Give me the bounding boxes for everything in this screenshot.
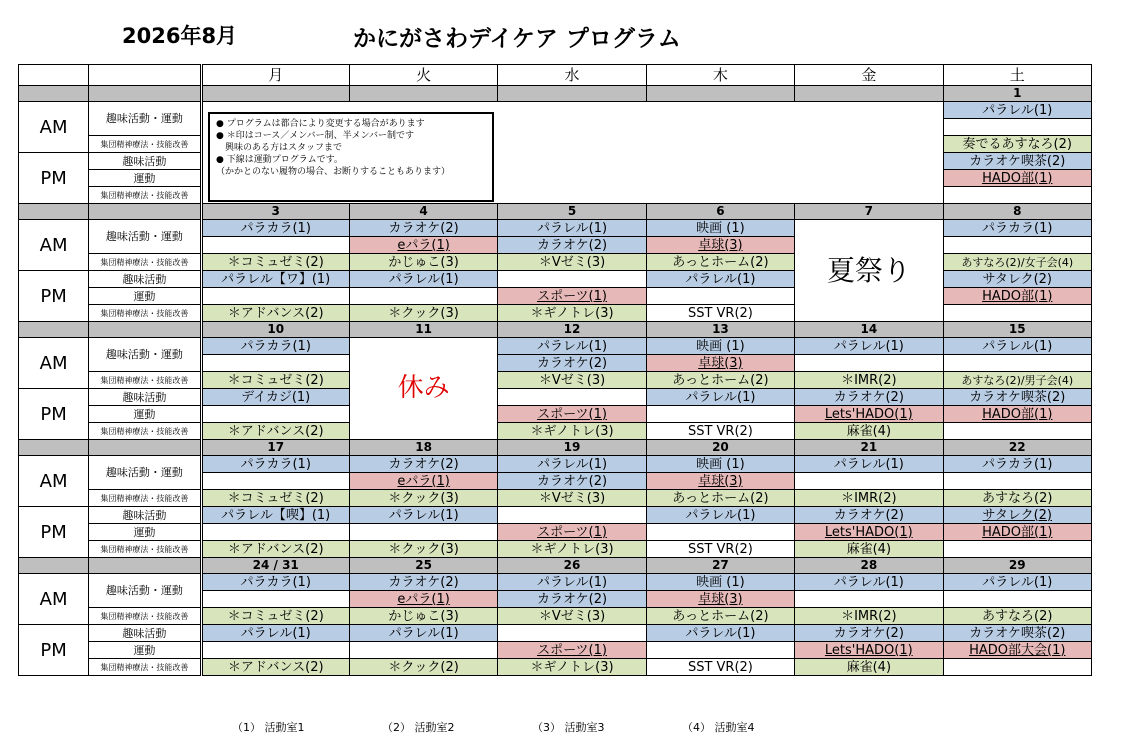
- program-cell: ＊ギノトレ(3): [498, 423, 646, 440]
- program-row: [19, 642, 1092, 659]
- date-cell: 12: [498, 322, 646, 338]
- date-cell: 6: [646, 204, 794, 220]
- activity-label: 趣味活動: [89, 625, 201, 642]
- program-cell: ＊コミュゼミ(2): [201, 490, 349, 507]
- program-cell: [498, 389, 646, 406]
- program-cell: ＊クック(3): [349, 541, 497, 558]
- program-cell: カラオケ喫茶(2): [943, 389, 1091, 406]
- program-cell: パラレル【ワ】(1): [201, 271, 349, 288]
- note-line: （かかとのない履物の場合、お断りすることもあります）: [216, 167, 451, 177]
- activity-label: 趣味活動: [89, 153, 201, 170]
- date-row-spacer: [89, 558, 201, 574]
- program-cell: ＊IMR(2): [795, 608, 943, 625]
- program-cell: [349, 288, 497, 305]
- legend-room-2: （2） 活動室2: [382, 721, 455, 734]
- program-cell: パラレル(1): [498, 456, 646, 473]
- program-cell: サタレク(2): [943, 271, 1091, 288]
- month-label: 2026年8月: [122, 24, 238, 48]
- notes-box: [208, 112, 494, 202]
- holiday-label: 休み: [349, 338, 497, 440]
- program-cell: カラオケ喫茶(2): [943, 625, 1091, 642]
- program-cell: [943, 187, 1091, 204]
- program-cell: カラオケ(2): [498, 355, 646, 372]
- legend-room-4: （4） 活動室4: [682, 721, 755, 734]
- program-cell: [349, 524, 497, 541]
- program-cell: サタレク(2): [943, 507, 1091, 524]
- program-cell: 映画 (1): [646, 574, 794, 591]
- date-cell: 17: [201, 440, 349, 456]
- program-cell: パラレル(1): [498, 220, 646, 237]
- program-cell: パラレル(1): [201, 625, 349, 642]
- program-cell: 奏でるあすなろ(2): [943, 136, 1091, 153]
- program-cell: パラレル(1): [943, 102, 1091, 119]
- program-cell: あっとホーム(2): [646, 490, 794, 507]
- date-cell: 4: [349, 204, 497, 220]
- date-row: [19, 322, 1092, 338]
- program-cell: カラオケ(2): [795, 389, 943, 406]
- program-cell: カラオケ(2): [795, 625, 943, 642]
- program-cell: [201, 406, 349, 423]
- activity-label: 集団精神療法・技能改善: [89, 305, 201, 322]
- program-row: [19, 507, 1092, 524]
- activity-label: 集団精神療法・技能改善: [89, 187, 201, 204]
- program-cell: Lets'HADO(1): [795, 524, 943, 541]
- date-cell: 19: [498, 440, 646, 456]
- program-cell: SST VR(2): [646, 423, 794, 440]
- program-cell: HADO部大会(1): [943, 642, 1091, 659]
- activity-label: 趣味活動・運動: [89, 220, 201, 254]
- program-cell: あっとホーム(2): [646, 254, 794, 271]
- date-row: [19, 204, 1092, 220]
- weekday-header: 土: [943, 65, 1091, 86]
- weekday-header-row: [19, 65, 1092, 86]
- program-cell: [201, 288, 349, 305]
- activity-label: 趣味活動・運動: [89, 338, 201, 372]
- weekday-header: 月: [201, 65, 349, 86]
- date-cell: 13: [646, 322, 794, 338]
- program-cell: ＊Vゼミ(3): [498, 608, 646, 625]
- program-row: [19, 608, 1092, 625]
- program-cell: スポーツ(1): [498, 642, 646, 659]
- program-row: [19, 102, 1092, 119]
- program-cell: パラレル(1): [795, 456, 943, 473]
- activity-label: 集団精神療法・技能改善: [89, 254, 201, 271]
- program-cell: ＊コミュゼミ(2): [201, 608, 349, 625]
- program-cell: 映画 (1): [646, 338, 794, 355]
- program-cell: eパラ(1): [349, 473, 497, 490]
- program-cell: [795, 473, 943, 490]
- program-cell: パラカラ(1): [943, 456, 1091, 473]
- program-cell: [201, 355, 349, 372]
- activity-label: 趣味活動・運動: [89, 574, 201, 608]
- date-cell: 28: [795, 558, 943, 574]
- legend-room-3: （3） 活動室3: [532, 721, 605, 734]
- date-row-spacer: [19, 322, 89, 338]
- program-cell: パラレル(1): [795, 574, 943, 591]
- date-cell: 1: [943, 86, 1091, 102]
- program-cell: ＊Vゼミ(3): [498, 490, 646, 507]
- program-cell: [498, 625, 646, 642]
- program-cell: デイカジ(1): [201, 389, 349, 406]
- program-cell: ＊アドバンス(2): [201, 541, 349, 558]
- program-cell: カラオケ(2): [349, 574, 497, 591]
- program-cell: [201, 524, 349, 541]
- program-cell: ＊アドバンス(2): [201, 305, 349, 322]
- program-cell: パラレル(1): [646, 271, 794, 288]
- program-cell: あすなろ(2): [943, 490, 1091, 507]
- program-cell: カラオケ(2): [349, 456, 497, 473]
- program-cell: ＊クック(3): [349, 305, 497, 322]
- program-cell: ＊ギノトレ(3): [498, 659, 646, 676]
- program-cell: パラレル(1): [646, 507, 794, 524]
- program-cell: あっとホーム(2): [646, 608, 794, 625]
- date-row-spacer: [19, 86, 89, 102]
- program-cell: スポーツ(1): [498, 288, 646, 305]
- date-cell: 5: [498, 204, 646, 220]
- activity-label: 集団精神療法・技能改善: [89, 136, 201, 153]
- weekday-header: 水: [498, 65, 646, 86]
- program-cell: [646, 406, 794, 423]
- note-line: ● ＊印はコース／メンバー制、半メンバー制です: [216, 131, 415, 141]
- program-cell: かじゅこ(3): [349, 608, 497, 625]
- legend-room-1: （1） 活動室1: [232, 721, 305, 734]
- program-cell: [646, 642, 794, 659]
- program-cell: [795, 591, 943, 608]
- activity-label: 趣味活動・運動: [89, 102, 201, 136]
- program-cell: あすなろ(2)/女子会(4): [943, 254, 1091, 271]
- program-cell: カラオケ(2): [795, 507, 943, 524]
- program-cell: カラオケ(2): [498, 591, 646, 608]
- program-cell: ＊Vゼミ(3): [498, 372, 646, 389]
- program-cell: ＊Vゼミ(3): [498, 254, 646, 271]
- program-cell: [498, 507, 646, 524]
- program-cell: HADO部(1): [943, 524, 1091, 541]
- program-cell: かじゅこ(3): [349, 254, 497, 271]
- am-slot-label: AM: [19, 338, 89, 389]
- date-cell: 3: [201, 204, 349, 220]
- program-cell: ＊IMR(2): [795, 372, 943, 389]
- date-cell: 25: [349, 558, 497, 574]
- program-cell: [943, 659, 1091, 676]
- program-cell: スポーツ(1): [498, 406, 646, 423]
- program-cell: 卓球(3): [646, 473, 794, 490]
- program-cell: パラレル(1): [646, 389, 794, 406]
- program-cell: HADO部(1): [943, 170, 1091, 187]
- activity-label: 運動: [89, 642, 201, 659]
- program-cell: HADO部(1): [943, 406, 1091, 423]
- program-cell: eパラ(1): [349, 591, 497, 608]
- corner-cell: [89, 65, 201, 86]
- program-cell: あすなろ(2)/男子会(4): [943, 372, 1091, 389]
- date-cell: [646, 86, 794, 102]
- date-cell: [349, 86, 497, 102]
- date-cell: [201, 86, 349, 102]
- pm-slot-label: PM: [19, 507, 89, 558]
- corner-cell: [19, 65, 89, 86]
- program-cell: [349, 642, 497, 659]
- program-cell: [943, 541, 1091, 558]
- program-cell: カラオケ喫茶(2): [943, 153, 1091, 170]
- date-cell: 27: [646, 558, 794, 574]
- date-cell: 20: [646, 440, 794, 456]
- pm-slot-label: PM: [19, 271, 89, 322]
- date-cell: 26: [498, 558, 646, 574]
- program-row: [19, 524, 1092, 541]
- date-row-spacer: [89, 440, 201, 456]
- program-cell: ＊ギノトレ(3): [498, 541, 646, 558]
- date-cell: [498, 86, 646, 102]
- program-cell: パラレル(1): [349, 271, 497, 288]
- date-cell: 14: [795, 322, 943, 338]
- program-cell: [943, 591, 1091, 608]
- program-row: [19, 220, 1092, 237]
- activity-label: 趣味活動: [89, 507, 201, 524]
- program-cell: 麻雀(4): [795, 659, 943, 676]
- program-cell: [943, 423, 1091, 440]
- program-cell: パラレル(1): [646, 625, 794, 642]
- date-cell: [795, 86, 943, 102]
- program-cell: [201, 473, 349, 490]
- program-row: [19, 659, 1092, 676]
- program-cell: [646, 524, 794, 541]
- program-row: [19, 389, 1092, 406]
- program-cell: 卓球(3): [646, 591, 794, 608]
- date-cell: 21: [795, 440, 943, 456]
- date-cell: 29: [943, 558, 1091, 574]
- program-cell: [201, 642, 349, 659]
- am-slot-label: AM: [19, 574, 89, 625]
- activity-label: 運動: [89, 288, 201, 305]
- activity-label: 趣味活動: [89, 389, 201, 406]
- program-row: [19, 372, 1092, 389]
- program-cell: パラレル【喫】(1): [201, 507, 349, 524]
- activity-label: 運動: [89, 170, 201, 187]
- program-row: [19, 423, 1092, 440]
- program-row: [19, 456, 1092, 473]
- program-cell: パラカラ(1): [201, 574, 349, 591]
- page-title: かにがさわデイケア プログラム: [353, 26, 681, 52]
- program-cell: パラレル(1): [943, 574, 1091, 591]
- program-cell: [943, 237, 1091, 254]
- program-cell: eパラ(1): [349, 237, 497, 254]
- program-cell: パラレル(1): [498, 574, 646, 591]
- am-slot-label: AM: [19, 456, 89, 507]
- activity-label: 趣味活動・運動: [89, 456, 201, 490]
- program-row: [19, 541, 1092, 558]
- program-cell: ＊コミュゼミ(2): [201, 372, 349, 389]
- date-cell: 8: [943, 204, 1091, 220]
- date-row-spacer: [89, 86, 201, 102]
- program-cell: [943, 473, 1091, 490]
- program-cell: ＊コミュゼミ(2): [201, 254, 349, 271]
- date-cell: 15: [943, 322, 1091, 338]
- activity-label: 集団精神療法・技能改善: [89, 372, 201, 389]
- activity-label: 集団精神療法・技能改善: [89, 490, 201, 507]
- am-slot-label: AM: [19, 102, 89, 153]
- program-cell: [795, 355, 943, 372]
- date-row-spacer: [89, 204, 201, 220]
- activity-label: 運動: [89, 406, 201, 423]
- date-row-spacer: [19, 440, 89, 456]
- program-cell: あすなろ(2): [943, 608, 1091, 625]
- program-cell: [943, 355, 1091, 372]
- program-cell: HADO部(1): [943, 288, 1091, 305]
- program-cell: カラオケ(2): [498, 473, 646, 490]
- program-cell: カラオケ(2): [498, 237, 646, 254]
- program-cell: ＊アドバンス(2): [201, 659, 349, 676]
- date-row: [19, 558, 1092, 574]
- program-cell: [201, 591, 349, 608]
- program-cell: パラカラ(1): [201, 220, 349, 237]
- date-cell: 24 / 31: [201, 558, 349, 574]
- program-row: [19, 625, 1092, 642]
- program-cell: 麻雀(4): [795, 541, 943, 558]
- program-cell: 麻雀(4): [795, 423, 943, 440]
- program-cell: 映画 (1): [646, 220, 794, 237]
- program-cell: [943, 119, 1091, 136]
- program-cell: パラレル(1): [498, 338, 646, 355]
- program-cell: Lets'HADO(1): [795, 642, 943, 659]
- note-line: ● プログラムは都合により変更する場合があります: [216, 119, 425, 129]
- program-cell: ＊アドバンス(2): [201, 423, 349, 440]
- program-row: [19, 574, 1092, 591]
- activity-label: 集団精神療法・技能改善: [89, 659, 201, 676]
- special-event: 夏祭り: [795, 220, 943, 322]
- date-cell: 11: [349, 322, 497, 338]
- date-cell: 7: [795, 204, 943, 220]
- program-cell: SST VR(2): [646, 659, 794, 676]
- program-row: [19, 490, 1092, 507]
- date-row-spacer: [19, 204, 89, 220]
- activity-label: 集団精神療法・技能改善: [89, 423, 201, 440]
- note-line: 興味のある方はスタッフまで: [216, 143, 343, 153]
- program-cell: 卓球(3): [646, 237, 794, 254]
- date-row-spacer: [19, 558, 89, 574]
- program-cell: パラレル(1): [349, 625, 497, 642]
- program-cell: パラレル(1): [349, 507, 497, 524]
- date-row: [19, 440, 1092, 456]
- program-cell: ＊クック(2): [349, 659, 497, 676]
- program-cell: [646, 288, 794, 305]
- program-cell: ＊ギノトレ(3): [498, 305, 646, 322]
- program-cell: SST VR(2): [646, 305, 794, 322]
- weekday-header: 火: [349, 65, 497, 86]
- activity-label: 趣味活動: [89, 271, 201, 288]
- am-slot-label: AM: [19, 220, 89, 271]
- program-cell: [201, 237, 349, 254]
- date-cell: 18: [349, 440, 497, 456]
- program-cell: 卓球(3): [646, 355, 794, 372]
- note-line: ● 下線は運動プログラムです。: [216, 155, 343, 165]
- pm-slot-label: PM: [19, 389, 89, 440]
- weekday-header: 金: [795, 65, 943, 86]
- program-cell: パラカラ(1): [201, 456, 349, 473]
- program-cell: ＊IMR(2): [795, 490, 943, 507]
- activity-label: 集団精神療法・技能改善: [89, 608, 201, 625]
- program-cell: Lets'HADO(1): [795, 406, 943, 423]
- program-cell: 映画 (1): [646, 456, 794, 473]
- program-cell: パラカラ(1): [201, 338, 349, 355]
- weekday-header: 木: [646, 65, 794, 86]
- date-cell: 10: [201, 322, 349, 338]
- program-cell: SST VR(2): [646, 541, 794, 558]
- pm-slot-label: PM: [19, 625, 89, 676]
- program-cell: パラカラ(1): [943, 220, 1091, 237]
- program-cell: [498, 271, 646, 288]
- pm-slot-label: PM: [19, 153, 89, 204]
- date-row: [19, 86, 1092, 102]
- program-cell: カラオケ(2): [349, 220, 497, 237]
- program-cell: あっとホーム(2): [646, 372, 794, 389]
- program-row: [19, 338, 1092, 355]
- program-cell: ＊クック(3): [349, 490, 497, 507]
- date-cell: 22: [943, 440, 1091, 456]
- activity-label: 集団精神療法・技能改善: [89, 541, 201, 558]
- program-cell: パラレル(1): [795, 338, 943, 355]
- program-row: [19, 406, 1092, 423]
- program-cell: パラレル(1): [943, 338, 1091, 355]
- program-calendar: [18, 64, 1092, 676]
- activity-label: 運動: [89, 524, 201, 541]
- program-cell: [943, 305, 1091, 322]
- program-cell: スポーツ(1): [498, 524, 646, 541]
- date-row-spacer: [89, 322, 201, 338]
